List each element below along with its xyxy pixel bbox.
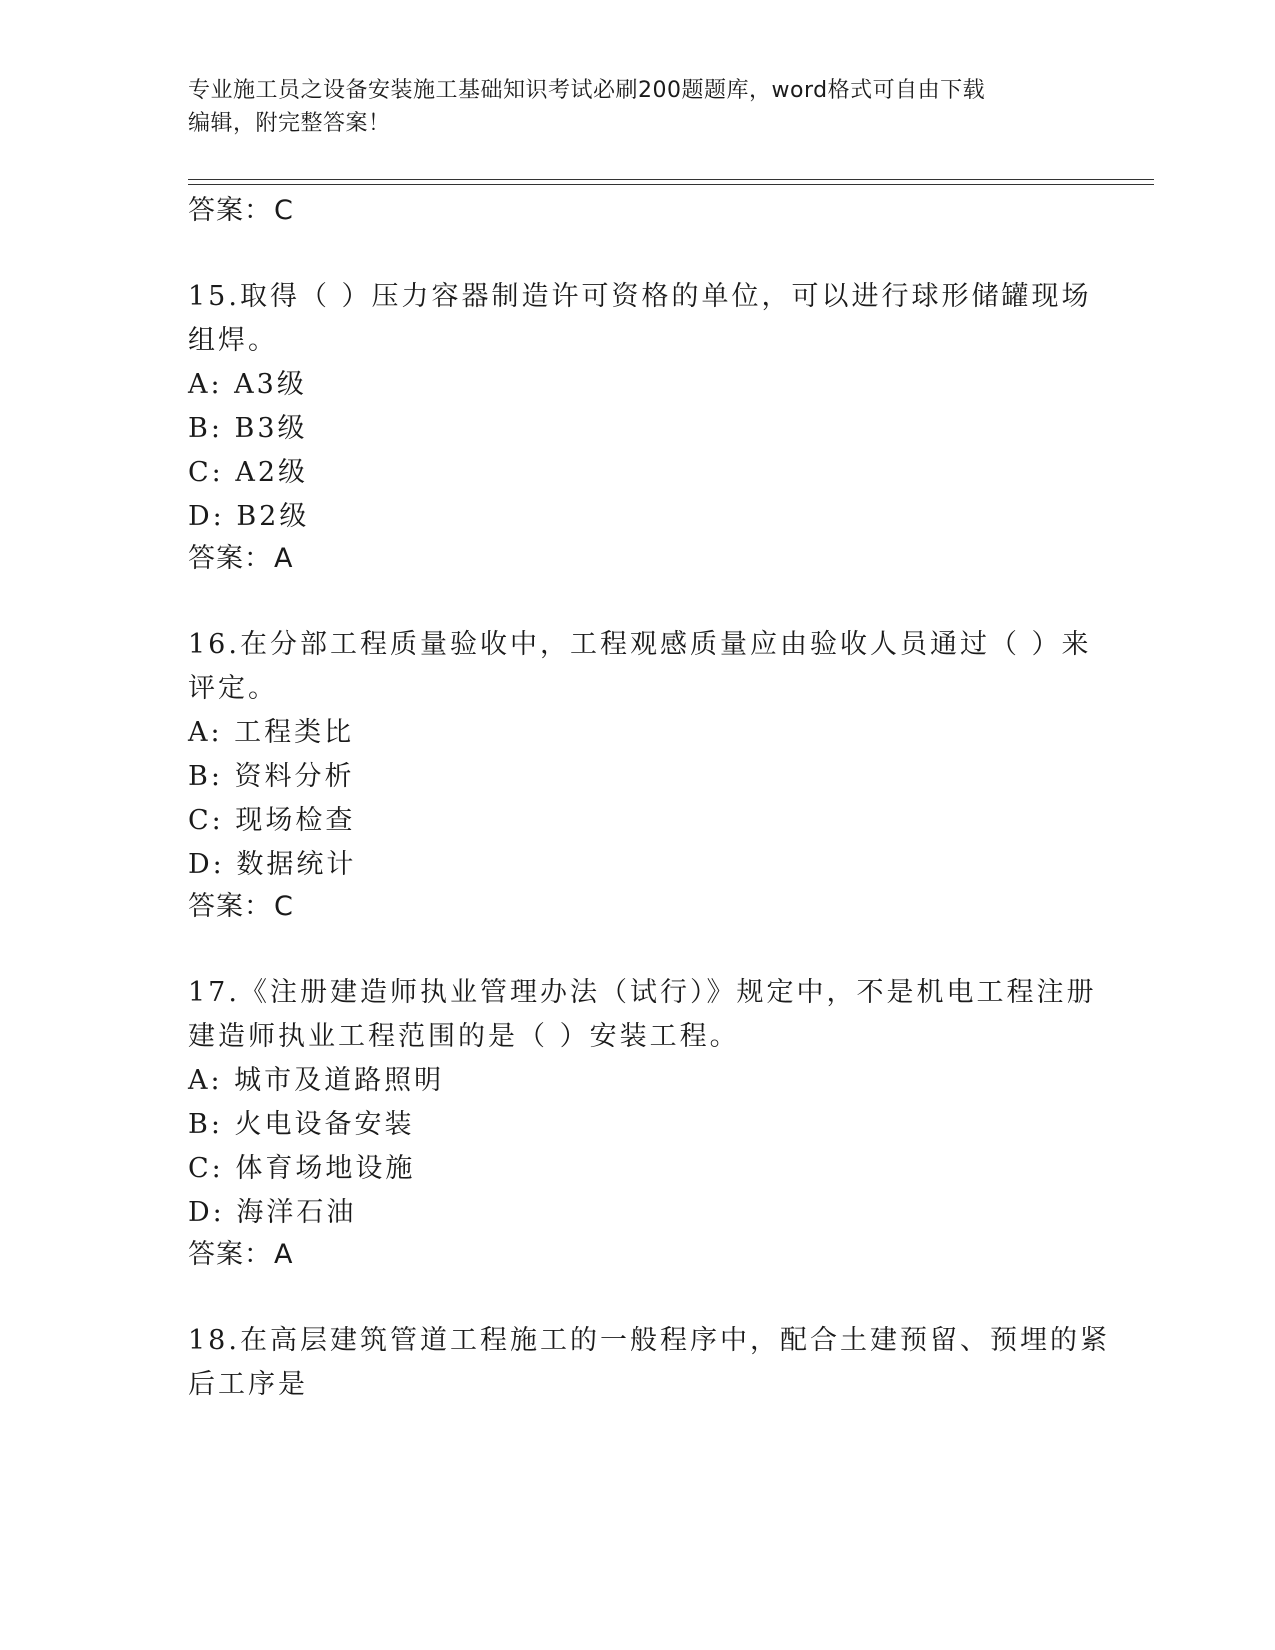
question-16-answer	[188, 884, 294, 923]
question-17-line-1: 17.《注册建造师执业管理办法（试行）》规定中，不是机电工程注册	[188, 977, 1097, 1008]
question-16-option-b: B: 资料分析	[188, 761, 355, 792]
question-15-answer	[188, 536, 293, 575]
question-16-line-1: 16.在分部工程质量验收中，工程观感质量应由验收人员通过（ ）来	[188, 629, 1092, 660]
question-15-option-a: A: A3级	[188, 369, 307, 400]
question-16-line-2: 评定。	[188, 673, 278, 704]
answer-value: C	[274, 891, 294, 922]
question-16-option-d: D: 数据统计	[188, 849, 357, 880]
question-18-line-1: 18.在高层建筑管道工程施工的一般程序中，配合土建预留、预埋的紧	[188, 1325, 1110, 1356]
question-15-option-b: B: B3级	[188, 413, 308, 444]
header-line-1: 专业施工员之设备安装施工基础知识考试必刷200题题库，word格式可自由下载	[188, 78, 986, 103]
question-15-line-1: 15.取得（ ）压力容器制造许可资格的单位，可以进行球形储罐现场	[188, 281, 1092, 312]
question-17-option-d: D: 海洋石油	[188, 1197, 357, 1228]
answer-label: 答案：	[188, 195, 272, 226]
answer-label: 答案：	[188, 1239, 272, 1270]
answer-value: C	[274, 195, 294, 226]
question-17-option-c: C: 体育场地设施	[188, 1153, 416, 1184]
question-17-line-2: 建造师执业工程范围的是（ ）安装工程。	[188, 1021, 740, 1052]
header-divider-top	[188, 179, 1154, 180]
answer-value: A	[274, 543, 294, 574]
header-divider-bottom	[188, 184, 1154, 185]
question-15-option-d: D: B2级	[188, 501, 310, 532]
answer-value: A	[274, 1239, 294, 1270]
question-16-option-a: A: 工程类比	[188, 717, 355, 748]
question-17-option-a: A: 城市及道路照明	[188, 1065, 445, 1096]
question-17-answer	[188, 1232, 293, 1271]
answer-label: 答案：	[188, 891, 272, 922]
question-17-option-b: B: 火电设备安装	[188, 1109, 415, 1140]
header-line-2: 编辑，附完整答案！	[188, 111, 391, 136]
question-18-line-2: 后工序是	[188, 1369, 308, 1400]
question-16-option-c: C: 现场检查	[188, 805, 356, 836]
question-15-option-c: C: A2级	[188, 457, 309, 488]
document-header	[188, 74, 1088, 140]
question-15-line-2: 组焊。	[188, 325, 278, 356]
prev-answer	[188, 188, 294, 227]
answer-label: 答案：	[188, 543, 272, 574]
